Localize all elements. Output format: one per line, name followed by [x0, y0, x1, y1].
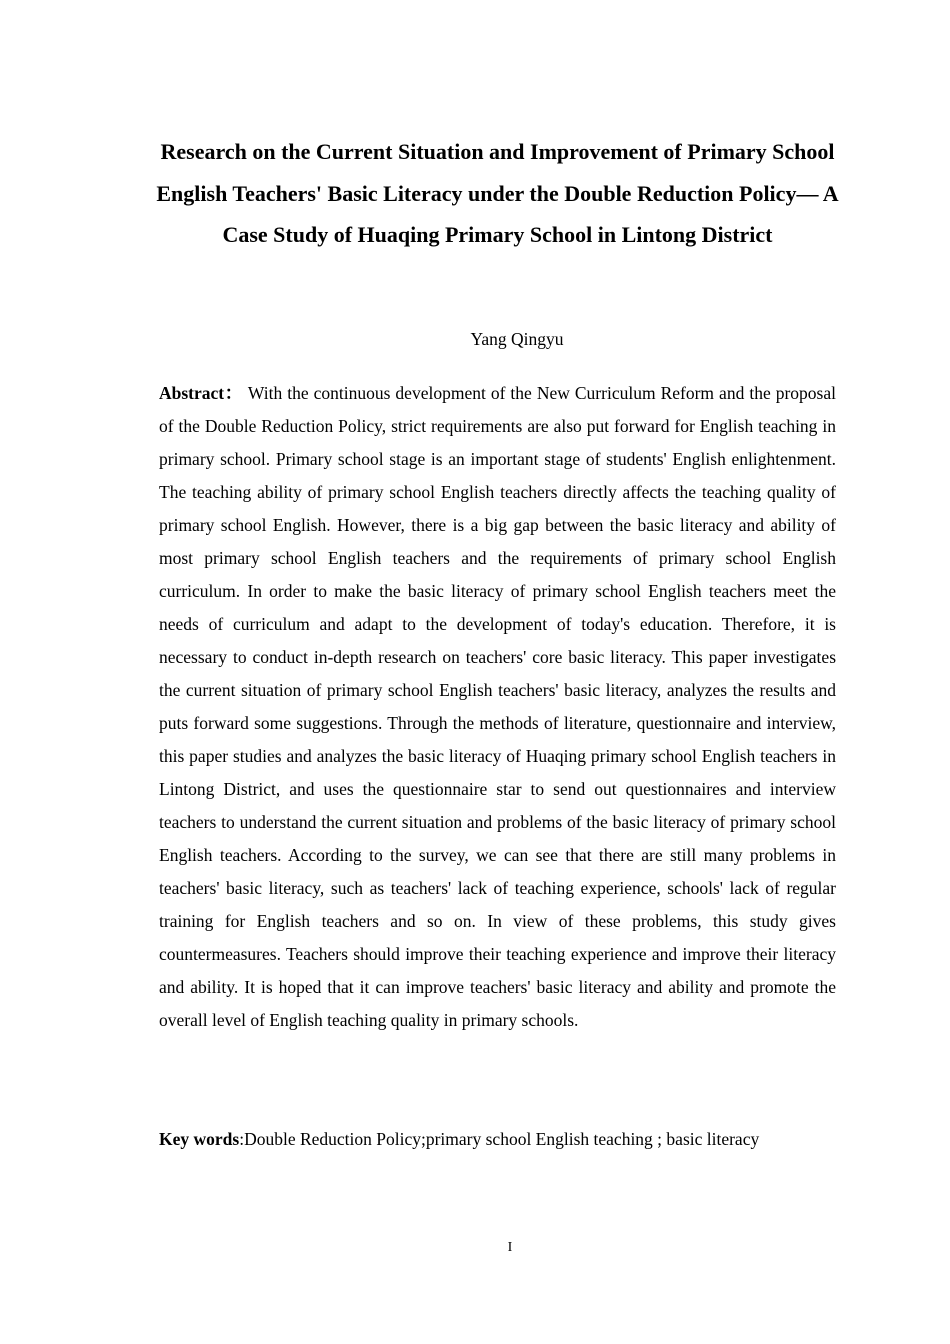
paper-title: Research on the Current Situation and Improvement of Primary School English Teachers' Basic Literacy under the Double Reduction Policy— A Case Study of Huaqing Primary School in Lintong District: [156, 139, 839, 247]
abstract-paragraph: [159, 377, 836, 1037]
keywords-label: Key words: [159, 1129, 240, 1149]
author-name: Yang Qingyu: [470, 329, 564, 349]
keywords-line: [159, 1123, 836, 1156]
abstract-label: Abstract：: [159, 383, 243, 403]
abstract-text: With the continuous development of the New Curriculum Reform and the proposal of the Double Reduction Policy, strict requirements are also put forward for English teaching in primary school. Primary school stage is an important stage of students' English enlightenment. The teaching ability of primary school English teachers directly affects the teaching quality of primary school English. However, there is a big gap between the basic literacy and ability of most primary school English teachers and the requirements of primary school English curriculum. In order to make the basic literacy of primary school English teachers meet the needs of curriculum and adapt to the development of today's education. Therefore, it is necessary to conduct in-depth research on teachers' core basic literacy. This paper investigates the current situation of primary school English teachers' basic literacy, analyzes the results and puts forward some suggestions. Through the methods of literature, questionnaire and interview, this paper studies and analyzes the basic literacy of Huaqing primary school English teachers in Lintong District, and uses the questionnaire star to send out questionnaires and interview teachers to understand the current situation and problems of the basic literacy of primary school English teachers. According to the survey, we can see that there are still many problems in teachers' basic literacy, such as teachers' lack of teaching experience, schools' lack of regular training for English teachers and so on. In view of these problems, this study gives countermeasures. Teachers should improve their teaching experience and improve their literacy and ability. It is hoped that it can improve teachers' basic literacy and ability and promote the overall level of English teaching quality in primary schools.: [159, 383, 836, 1030]
keywords-text: :Double Reduction Policy;primary school English teaching ; basic literacy: [239, 1129, 760, 1149]
page-number: I: [507, 1240, 513, 1255]
